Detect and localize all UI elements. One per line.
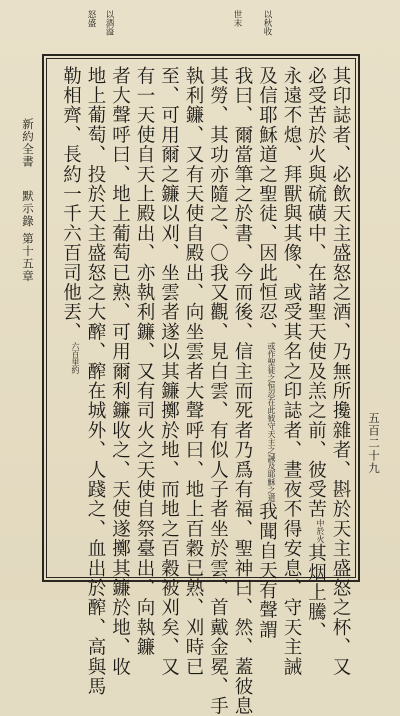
- text-segment: 地上葡萄、投於天主盛怒之大醡、醡在城外、人踐之、血出於醡、高與馬: [85, 66, 106, 697]
- page-number: 五百二十九: [367, 412, 381, 475]
- interlinear-gloss: 六百里約: [71, 341, 80, 374]
- marginal-note: 世末: [232, 10, 242, 27]
- text-column: [181, 66, 205, 677]
- interlinear-gloss: 或作聖徒之恒忍在此彼守天主之誡及耶穌之道: [267, 341, 276, 502]
- text-column: [157, 66, 181, 677]
- marginal-notes: [0, 8, 400, 54]
- text-segment: 執利鐮、又有天使自殿出、向坐雲者大聲呼曰、地上百穀已熟、刈時已: [183, 66, 204, 677]
- text-column: [230, 66, 254, 716]
- marginal-note: 以秋收: [262, 10, 272, 36]
- text-segment: 及信耶穌道之聖徒、因此恒忍、: [256, 66, 278, 342]
- text-column: [255, 66, 279, 640]
- chapter-heading: 默示錄 第十五章: [21, 190, 35, 283]
- text-segment: 其烟上騰、: [305, 543, 327, 642]
- book-title: 新約全書: [21, 118, 35, 168]
- text-column: [279, 66, 303, 677]
- text-column: [206, 66, 230, 716]
- text-segment: 至、可用爾之鐮以刈、坐雲者遂以其鐮擲於地、而地之百穀被刈矣、又: [158, 66, 180, 677]
- text-segment: 我聞自天有聲謂: [256, 501, 278, 640]
- text-column: [304, 66, 328, 642]
- marginal-note: 以酒溢: [104, 10, 114, 36]
- marginal-note: 怒盛: [86, 10, 96, 27]
- interlinear-gloss: 中於火: [316, 519, 325, 544]
- text-segment: 其印誌者、必飲天主盛怒之酒、乃無所攙雜者、斟於天主盛怒之杯、又: [330, 66, 351, 677]
- text-segment: 其勞、其功亦隨之、〇我又觀、見白雲、有似人子者坐於雲、首戴金冕、手: [207, 66, 229, 716]
- text-segment: 勒相齊、長約一千六百司他丟、: [60, 66, 82, 342]
- text-segment: 我曰、爾當筆之於書、今而後、信主而死者乃爲有福、聖神曰、然、蓋彼息: [232, 66, 253, 716]
- text-column: [328, 66, 352, 677]
- text-segment: 永遠不熄、拜獸與其像、或受其名之印誌者、晝夜不得安息、守天主誡: [281, 66, 302, 677]
- text-column: [59, 66, 83, 574]
- text-column: [83, 66, 107, 697]
- text-segment: 必受苦於火與硫磺中、在諸聖天使及羔之前、彼受苦: [305, 66, 327, 520]
- text-segment: 者大聲呼曰、地上葡萄已熟、可用爾利鐮收之、天使遂擲其鐮於地、收: [109, 66, 131, 677]
- text-column: [132, 66, 156, 657]
- text-segment: 有一天使自天上殿出、亦執利鐮、又有司火之天使自祭臺出、向執鐮: [134, 66, 155, 657]
- text-column: [108, 66, 132, 677]
